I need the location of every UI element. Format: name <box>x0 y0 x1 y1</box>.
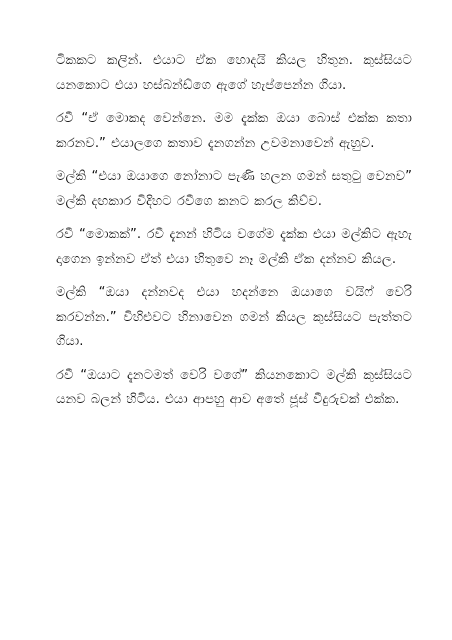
paragraph-4: රවී “මොකක්”. රවී දැනන් හිටිය වගේම දැක්ක එයා මල්කිට ඇහැ දාගෙන ඉන්නව ඒත් එයා හිතුවෙ නෑ මල්කි ඒක දන්නව කියල. <box>56 227 412 267</box>
paragraph-5: මල්කි “ඔයා දන්නවද එයා හදන්නෙ ඔයාගෙ වයිෆ් වෙරි කරවන්න.” විහිළුවට හිනාවෙන ගමන් කියල කුස්සියට පැත්තට ගියා. <box>56 285 412 349</box>
paragraph-6: රවී “ඔයාට දැනටමත් වෙරි වගේ” කියනකොට මල්කි කුස්සියට යනව බලන් හිටිය. එයා ආපහු ආව අතේ ජූස් වීදුරුවක් එක්ක. <box>56 367 412 407</box>
paragraph-1: ටිකකට කලින්. එයාට ඒක හොදයි කියල හිතුන. කුස්සියට යනකොට එයා හස්බන්ඩ්ගෙ ඇගේ හැප්පෙන්න ගියා. <box>56 53 412 93</box>
paragraph-2: රවී “ඒ මොකද වෙන්නෙ. මම දැක්ක ඔයා බොස් එක්ක කතා කරනව.” එයාලගෙ කතාව දැනගන්න උවමනාවෙන් ඇහුව. <box>56 111 412 151</box>
paragraph-3: මල්කි “එයා ඔයාගෙ නෝනාට පැණි හලන ගමන් සතුටු වෙනව” මල්කි දඟකාර විදිහට රවීගෙ කනට කරල කිව්ව. <box>56 169 412 209</box>
